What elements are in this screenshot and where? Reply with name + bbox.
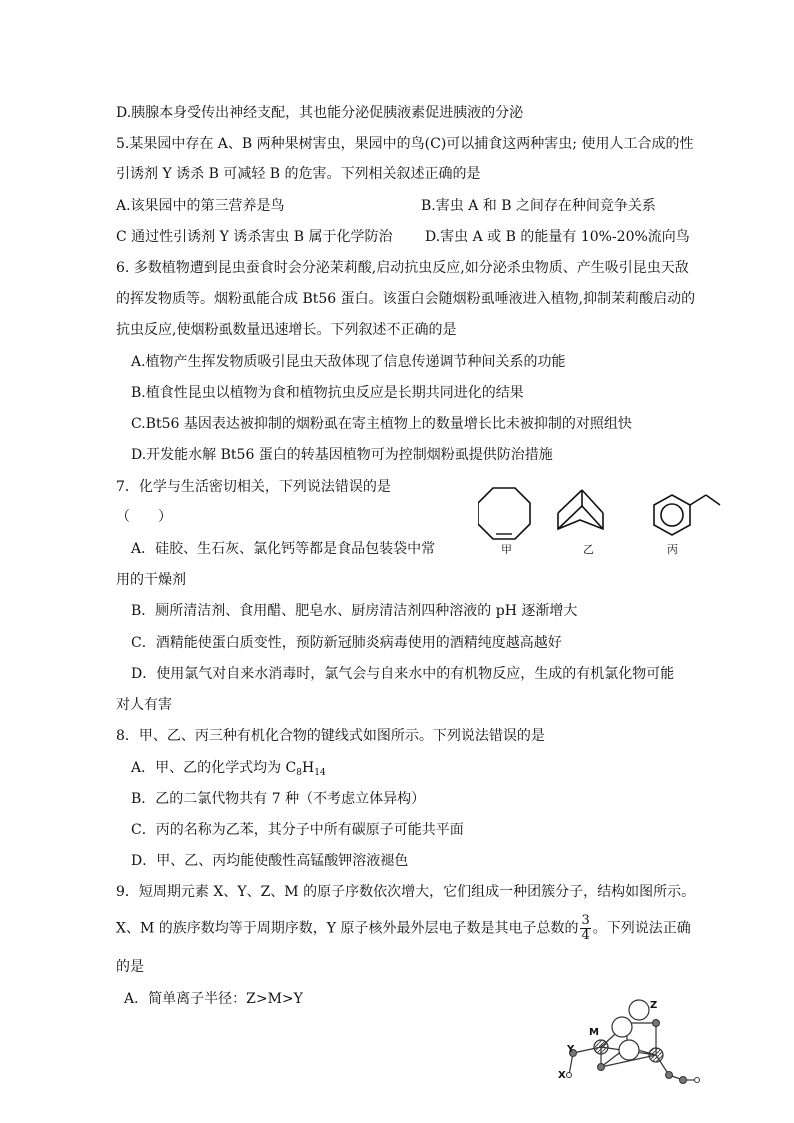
fraction-numerator: 3 [581,913,590,928]
q4-option-d: D.胰腺本身受传出神经支配，其也能分泌促胰液素促进胰液的分泌 [116,105,524,121]
q5-stem-line2: 引诱剂 Y 诱杀 B 可减轻 B 的危害。下列相关叙述正确的是 [116,166,481,182]
q5-option-a: A.该果园中的第三营养是鸟 [116,198,285,214]
q7-option-c: C．酒精能使蛋白质变性，预防新冠肺炎病毒使用的酒精纯度越高越好 [131,635,562,651]
y-atom-top [653,1020,660,1027]
z-atom-top [629,1000,649,1020]
label-z: Z [650,1000,658,1011]
y-atom-right [666,1072,673,1079]
q6-option-d: D.开发能水解 Bt56 蛋白的转基因植物可为控制烟粉虱提供防治措施 [131,447,553,463]
label-jia: 甲 [501,543,512,556]
q5-option-d: D.害虫 A 或 B 的能量有 10%-20%流向鸟 [425,229,690,245]
q7-option-b: B．厕所清洁剂、食用醋、肥皂水、厨房清洁剂四种溶液的 pH 逐渐增大 [131,603,578,619]
q7-option-d-line1: D．使用氯气对自来水消毒时，氯气会与自来水中的有机物反应，生成的有机氯化物可能 [131,666,675,682]
q7-option-d-line2: 对人有害 [116,697,172,713]
q9-stem-line1: 9．短周期元素 X、Y、Z、M 的原子序数依次增大，它们组成一种团簇分子，结构如图所示。 [116,884,696,900]
subscript-14: 14 [314,768,326,778]
subscript-8: 8 [296,768,303,778]
q8-option-c: C．丙的名称为乙苯，其分子中所有碳原子可能共平面 [131,822,464,838]
m-atom-left [594,1040,608,1054]
q7-option-a-line2: 用的干燥剂 [116,572,186,588]
y-atom-chain [680,1077,687,1084]
q8-option-d: D．甲、乙、丙均能使酸性高锰酸钾溶液褪色 [131,853,409,869]
organic-structures-figure [478,478,728,563]
y-atom-bottom [598,1064,605,1071]
label-x: X [558,1070,566,1081]
q8-option-b: B．乙的二氯代物共有 7 种（不考虑立体异构） [131,791,426,807]
q5-option-c: C 通过性引诱剂 Y 诱杀害虫 B 属于化学防治 [116,229,393,245]
q6-stem-line2: 的挥发物质等。烟粉虱能合成 Bt56 蛋白。该蛋白会随烟粉虱唾液进入植物,抑制茉莉酸启动的 [116,291,696,307]
label-bing: 丙 [667,543,678,556]
q7-answer-blank: （ ） [116,509,172,525]
fraction-denominator: 4 [581,928,590,943]
q6-stem-line1: 6. 多数植物遭到昆虫蚕食时会分泌茉莉酸,启动抗虫反应,如分泌杀虫物质、产生吸引昆虫天敌 [116,260,689,276]
q6-option-a: A.植物产生挥发物质吸引昆虫天敌体现了信息传递调节种间关系的功能 [131,354,566,370]
z-atom-center [612,1017,632,1037]
label-y: Y [567,1044,575,1055]
q9-option-a: A．简单离子半径：Z>M>Y [124,991,303,1007]
q9-stem-line2-tail: 。下列说法正确 [592,920,691,937]
q5-option-b: B.害虫 A 和 B 之间存在种间竞争关系 [421,198,656,214]
q9-stem-line3: 的是 [116,959,144,975]
cyclooctene-ring [478,488,530,539]
q8-stem: 8．甲、乙、丙三种有机化合物的键线式如图所示。下列说法错误的是 [116,728,545,744]
label-yi: 乙 [583,543,594,556]
x-atom-right [695,1078,700,1083]
q7-option-a-line1: A．硅胶、生石灰、氯化钙等都是食品包装袋中常 [131,541,436,557]
q5-stem-line1: 5.某果园中存在 A、B 两种果树害虫，果园中的鸟(C)可以捕食这两种害虫; 使用人工合成的性 [116,136,694,152]
label-m: M [589,1027,599,1038]
q6-option-b: B.植食性昆虫以植物为食和植物抗虫反应是长期共同进化的结果 [131,385,524,401]
cluster-molecule-figure [555,995,715,1090]
m-atom-right [649,1048,663,1062]
q8-option-a-text: A．甲、乙的化学式均为 C [131,760,297,776]
fraction-three-quarters [580,914,590,943]
q9-stem-line2-text: X、M 的族序数均等于周期序数，Y 原子核外最外层电子数是其电子总数的 [116,920,579,937]
hydrogen-symbol: H [302,760,315,776]
q8-option-a [131,759,326,777]
q6-stem-line3: 抗虫反应,使烟粉虱数量迅速增长。下列叙述不正确的是 [116,322,457,338]
q9-stem-line2 [116,914,691,943]
z-atom-front [619,1040,639,1060]
x-atom-left [567,1073,572,1078]
q7-stem: 7．化学与生活密切相关，下列说法错误的是 [116,479,391,495]
bicycloalkane-structure [558,490,603,529]
q6-option-c: C.Bt56 基因表达被抑制的烟粉虱在寄主植物上的数量增长比未被抑制的对照组快 [131,416,632,432]
ethylbenzene-structure [654,495,720,535]
